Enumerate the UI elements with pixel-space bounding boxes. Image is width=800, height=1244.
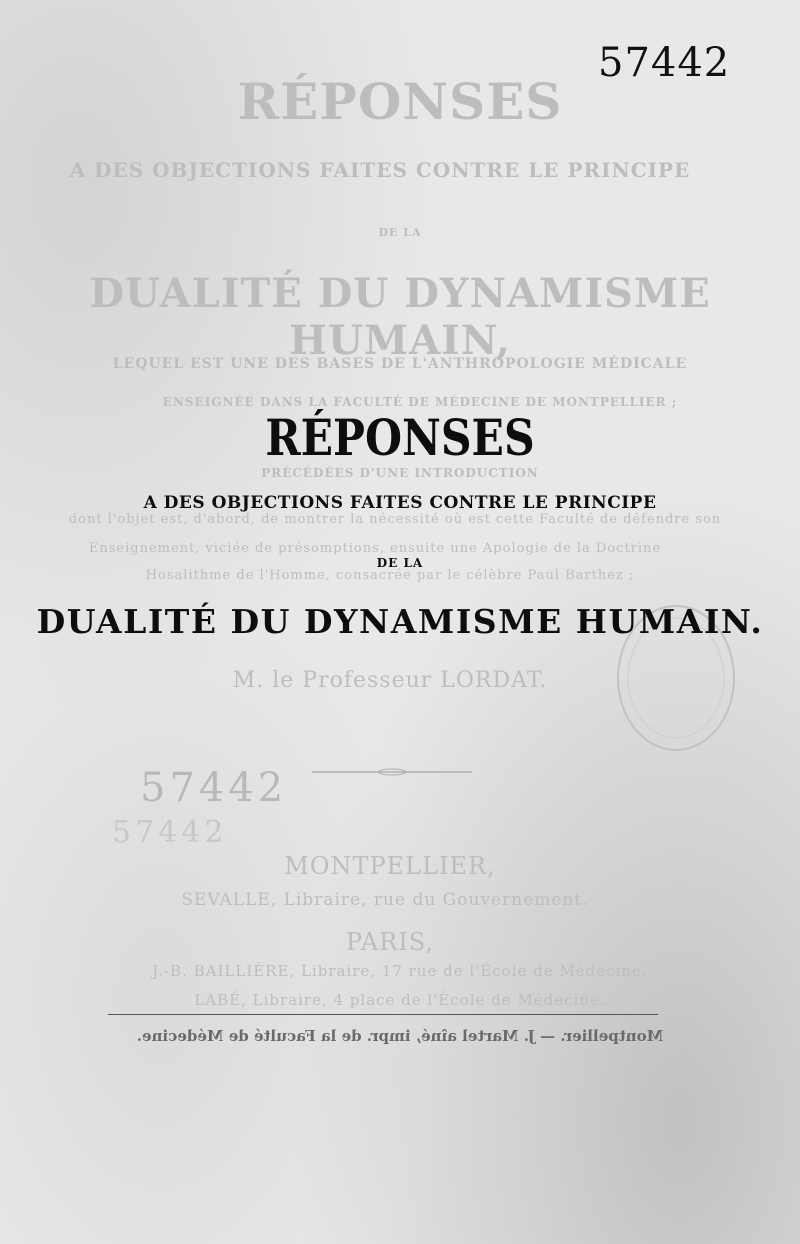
bleed-precedees-line: PRÉCÉDÉES D'UNE INTRODUCTION <box>261 466 539 480</box>
bleed-catalog-number-2: 57442 <box>112 815 228 850</box>
bleed-intro-line-3: Hosalithme de l'Homme, consacrée par le célèbre Paul Barthez ; <box>145 568 635 583</box>
bleed-catalog-number: 57442 <box>140 765 288 811</box>
bleed-publisher-labe: LABÉ, Libraire, 4 place de l'École de Médecine. <box>194 991 606 1009</box>
bleed-heading: DUALITÉ DU DYNAMISME HUMAIN, <box>89 270 711 364</box>
de-la-text: DE LA <box>376 556 424 570</box>
main-heading: DUALITÉ DU DYNAMISME HUMAIN. <box>36 602 764 641</box>
bleed-publisher-bailliere: J.-B. BAILLIÈRE, Libraire, 17 rue de l'École de Médecine. <box>152 962 648 980</box>
bleed-ornament <box>312 768 472 776</box>
bleed-city-montpellier: MONTPELLIER, <box>284 852 496 880</box>
bleed-lequel-line: LEQUEL EST UNE DES BASES DE L'ANTHROPOLOGIE MÉDICALE <box>112 356 688 372</box>
bleed-de-la: DE LA <box>378 226 422 239</box>
bleed-publisher-sevalle: SEVALLE, Libraire, rue du Gouvernement. <box>181 890 589 910</box>
page-subtitle: A DES OBJECTIONS FAITES CONTRE LE PRINCIPE <box>143 493 657 513</box>
bleed-author: M. le Professeur LORDAT. <box>232 668 548 693</box>
catalog-number: 57442 <box>598 40 731 86</box>
bleed-enseignee-line: ENSEIGNÉE DANS LA FACULTÉ DE MÉDECINE DE MONTPELLIER ; <box>162 395 678 409</box>
bleed-subtitle: A DES OBJECTIONS FAITES CONTRE LE PRINCIPE <box>69 158 691 182</box>
bleed-title: RÉPONSES <box>237 72 563 131</box>
page-title: RÉPONSES <box>265 408 535 467</box>
bleed-city-paris: PARIS, <box>345 928 435 956</box>
bleed-intro-line-1: dont l'objet est, d'abord, de montrer la nécessité où est cette Faculté de défendre son <box>68 512 722 527</box>
bleed-rule <box>108 1014 658 1015</box>
bleed-printer-line: Montpellier. — J. Martel aîné, impr. de la Faculté de Médecine. <box>136 1027 664 1045</box>
bleed-intro-line-2: Enseignement, viciée de présomptions, ensuite une Apologie de la Doctrine <box>88 541 662 556</box>
